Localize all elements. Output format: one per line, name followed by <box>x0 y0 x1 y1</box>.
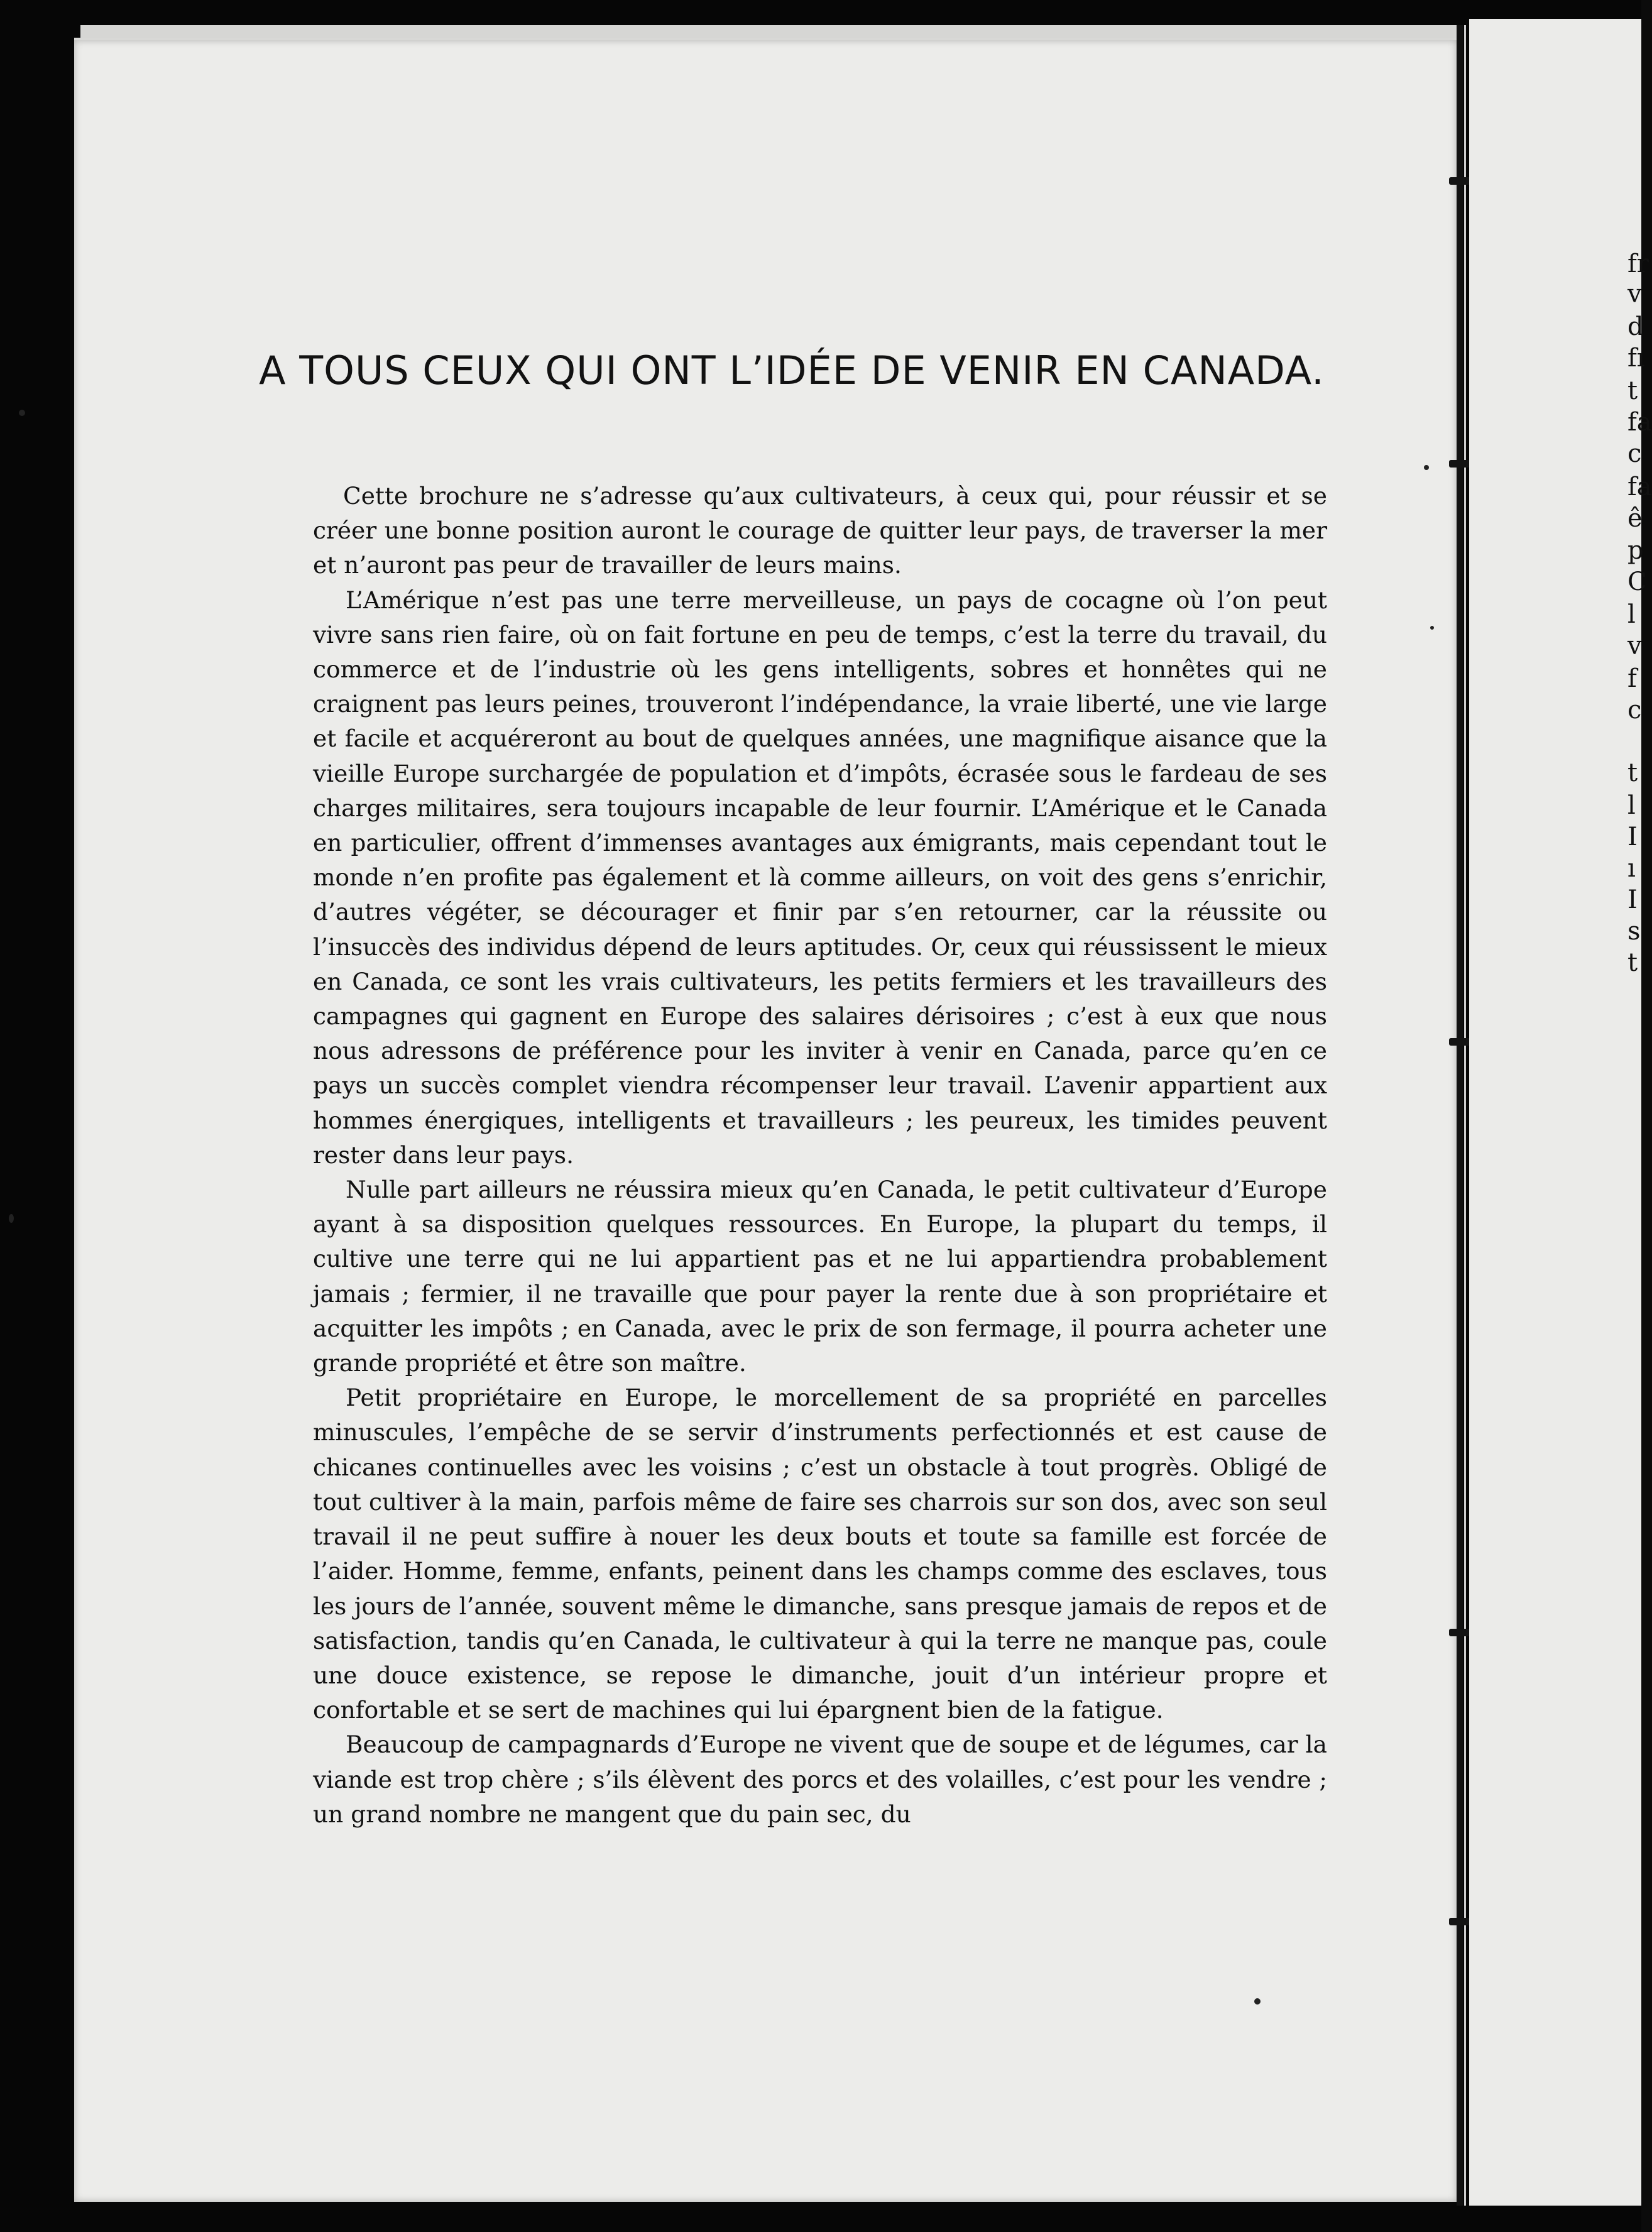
scan-speck <box>1430 626 1434 630</box>
facing-page-line: t <box>1627 758 1638 787</box>
facing-page-line: v <box>1627 280 1642 309</box>
facing-page-line: ê <box>1627 504 1643 533</box>
binding-gutter <box>1457 25 1463 2206</box>
paragraph: L’Amérique n’est pas une terre merveilleuse, un pays de cocagne où l’on peut vivre sans rien faire, où on fait fortune en peu de temps, c’est la terre du travail, du commerce et de l’industrie où les gens intelligents, sobres et honnêtes qui ne craignent pas leurs peines, trouveront l’indépendance, la vraie liberté, une vie large et facile et acquéreront au bout de quelques années, une magnifique aisance que la vieille Europe surchargée de population et d’impôts, écrasée sous le fardeau de ses charges militaires, sera toujours incapable de leur fournir. L’Amérique et le Canada en particulier, offrent d’immenses avantages aux émigrants, mais cependant tout le monde n’en profite pas également et là comme ailleurs, on voit des gens s’enrichir, d’autres végéter, se décourager et finir par s’en retourner, car la réussite ou l’insuccès des individus dépend de leurs aptitudes. Or, ceux qui réussissent le mieux en Canada, ce sont les vrais cultivateurs, les petits fermiers et les travailleurs des campagnes qui gagnent en Europe des salaires dérisoires ; c’est à eux que nous nous adressons de préférence pour les inviter à venir en Canada, parce qu’en ce pays un succès complet viendra récompenser leur travail. L’avenir appartient aux hommes énergiques, intelligents et travailleurs ; les peureux, les timides peuvent rester dans leur pays. <box>313 586 1327 1169</box>
paragraph: Cette brochure ne s’adresse qu’aux cultivateurs, à ceux qui, pour réussir et se créer une bonne position auront le courage de quitter leur pays, de traverser la mer et n’auront pas peur de travailler de leurs mains. <box>313 482 1327 579</box>
facing-page-line: t <box>1627 948 1638 977</box>
facing-page-line: f <box>1627 664 1637 693</box>
paragraph: Petit propriétaire en Europe, le morcellement de sa propriété en parcelles minuscules, l’empêche de se servir d’instruments perfectionnés et est cause de chicanes continuelles avec les voisins ; c’est un obstacle à tout progrès. Obligé de tout cultiver à la main, parfois même de faire ses charrois sur son dos, avec son seul travail il ne peut suffire à nouer les deux bouts et toute sa famille est forcée de l’aider. Homme, femme, enfants, peinent dans les champs comme des esclaves, tous les jours de l’année, souvent même le dimanche, sans presque jamais de repos et de satisfaction, tandis qu’en Canada, le cultivateur à qui la terre ne manque pas, coule une douce existence, se repose le dimanche, jouit d’un intérieur propre et confortable et se sert de machines qui lui épargnent bien de la fatigue. <box>313 1384 1327 1724</box>
facing-page-line: fa <box>1627 408 1652 437</box>
facing-page-line: c <box>1627 696 1642 725</box>
facing-page-line: ı <box>1627 854 1636 883</box>
facing-page-line: C <box>1627 567 1647 596</box>
body-text <box>313 479 1327 1832</box>
paragraph: Nulle part ailleurs ne réussira mieux qu’en Canada, le petit cultivateur d’Europe ayant à sa disposition quelques ressources. En Europe, la plupart du temps, il cultive une terre qui ne lui appartient pas et ne lui appartiendra probablement jamais ; fermier, il ne travaille que pour payer la rente due à son propriétaire et acquitter les impôts ; en Canada, avec le prix de son fermage, il pourra acheter une grande propriété et être son maître. <box>313 1176 1327 1377</box>
scan-speck <box>1254 1998 1261 2005</box>
facing-page-line: I <box>1627 823 1638 851</box>
facing-page-line: fı <box>1627 344 1645 373</box>
scan-speck <box>1424 465 1429 470</box>
facing-page-line: fa <box>1627 473 1652 501</box>
paragraph: Beaucoup de campagnards d’Europe ne vivent que de soupe et de légumes, car la viande est trop chère ; s’ils élèvent des porcs et des volailles, c’est pour les vendre ; un grand nombre ne mangent que du pain sec, du <box>313 1731 1327 1828</box>
binding-fold-line <box>1464 25 1466 2206</box>
facing-page <box>1469 19 1641 2206</box>
facing-page-line: l <box>1627 791 1636 820</box>
facing-page-line: l <box>1627 600 1636 629</box>
scan-speck <box>9 1214 14 1223</box>
facing-page-line: c <box>1627 439 1642 468</box>
facing-page-line: d <box>1627 312 1644 341</box>
facing-page-line: t <box>1627 376 1638 405</box>
facing-page-line: v <box>1627 632 1642 660</box>
scan-speck <box>19 410 25 416</box>
facing-page-line: p <box>1627 536 1644 565</box>
facing-page-line: s <box>1627 917 1641 946</box>
facing-page-line: fr <box>1627 249 1649 278</box>
page-title: A TOUS CEUX QUI ONT L’IDÉE DE VENIR EN CANADA. <box>259 347 1325 393</box>
facing-page-line: I <box>1627 885 1638 914</box>
